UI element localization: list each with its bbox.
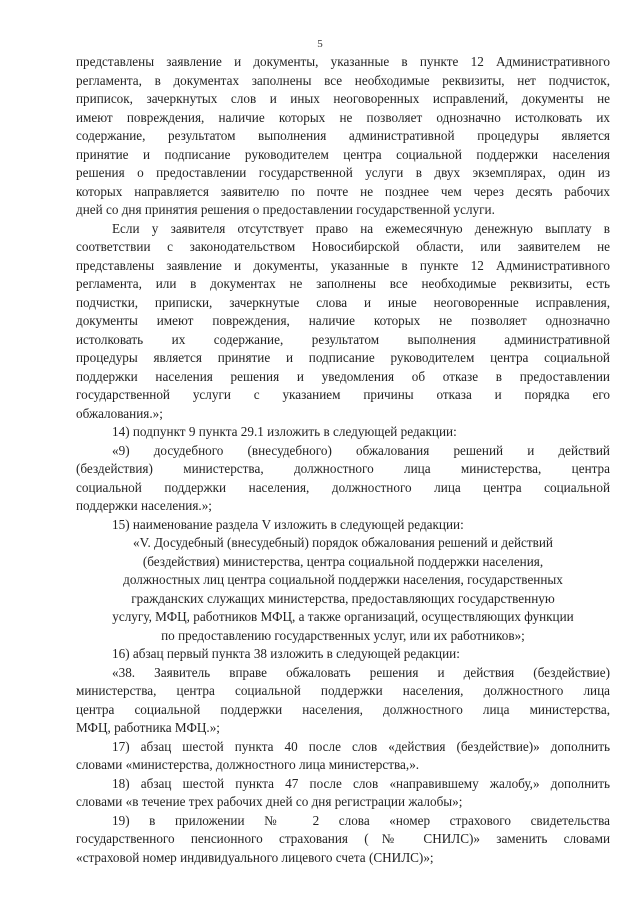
text-line: «V. Досудебный (внесудебный) порядок обжалования решений и действий	[133, 535, 553, 550]
text-line: представлены заявление и документы, указанные в пункте 12 Административного	[76, 54, 610, 69]
text-line: государственной услуги с указанием причины отказа и порядка его	[76, 387, 610, 402]
text-line: «38. Заявитель вправе обжаловать решения и действия (бездействие)	[112, 664, 610, 680]
document-body	[76, 53, 610, 867]
text-line: Если у заявителя отсутствует право на ежемесячную денежную выплату в	[112, 220, 610, 236]
text-line: министерства, центра социальной поддержки населения, должностного лица	[76, 683, 610, 698]
text-line: центра социальной поддержки населения, должностного лица министерства,	[76, 701, 610, 717]
text-line: МФЦ, работника МФЦ.»;	[76, 720, 220, 735]
text-line: должностных лиц центра социальной поддержки населения, государственных	[123, 572, 563, 587]
text-line: услугу, МФЦ, работников МФЦ, а также организаций, осуществляющих функции	[112, 609, 574, 624]
text-line: 17) абзац шестой пункта 40 после слов «действия (бездействие)» дополнить	[112, 738, 610, 754]
text-line: 15) наименование раздела V изложить в следующей редакции:	[112, 516, 464, 532]
text-line: словами «министерства, должностного лица министерства,».	[76, 757, 420, 772]
text-line: подчистки, приписки, зачеркнутые слова и иные неоговоренные исправления,	[76, 294, 610, 310]
text-line: социальной поддержки населения, должностного лица центра социальной	[76, 479, 610, 495]
text-line: 18) абзац шестой пункта 47 после слов «направившему жалобу,» дополнить	[112, 775, 610, 791]
text-line: документы имеют повреждения, наличие которых не позволяет однозначно	[76, 313, 610, 328]
text-line: принятие и подписание руководителем центра социальной поддержки населения	[76, 146, 610, 162]
text-line: которых направляется заявителю по почте не позднее чем через десять рабочих	[76, 183, 610, 199]
text-line: решения о предоставлении государственной услуги в двух экземплярах, один из	[76, 165, 610, 180]
text-line: 16) абзац первый пункта 38 изложить в следующей редакции:	[112, 646, 460, 661]
text-line: государственного пенсионного страхования (№ СНИЛС)» заменить словами	[76, 831, 610, 846]
text-line: гражданских служащих министерства, предоставляющих государственную	[131, 590, 555, 606]
text-line: поддержки населения решения и уведомления об отказе в предоставлении	[76, 368, 610, 384]
text-line: (бездействия) министерства, должностного лица министерства, центра	[76, 461, 610, 476]
text-line: процедуры является принятие и подписание руководителем центра социальной	[76, 350, 610, 365]
text-line: по предоставлению государственных услуг, или их работников»;	[161, 627, 525, 643]
text-line: содержание, результатом выполнения административной процедуры является	[76, 128, 610, 143]
text-line: «страховой номер индивидуального лицевого счета (СНИЛС)»;	[76, 849, 434, 865]
text-line: 19) в приложении № 2 слова «номер страхового свидетельства	[112, 812, 610, 828]
text-line: «9) досудебного (внесудебного) обжалования решений и действий	[112, 442, 610, 458]
text-line: поддержки населения.»;	[76, 498, 212, 513]
text-line: словами «в течение трех рабочих дней со дня регистрации жалобы»;	[76, 794, 463, 809]
text-line: имеют повреждения, наличие которых не позволяет однозначно истолковать их	[76, 109, 610, 125]
text-line: истолковать их содержание, результатом выполнения административной	[76, 331, 610, 347]
text-line: представлены заявление и документы, указанные в пункте 12 Административного	[76, 257, 610, 273]
text-line: регламента, или в документах не заполнены все необходимые реквизиты, есть	[76, 276, 610, 291]
text-line: 14) подпункт 9 пункта 29.1 изложить в следующей редакции:	[112, 424, 457, 439]
text-line: соответствии с законодательством Новосибирской области, или заявителем не	[76, 239, 610, 254]
text-line: регламента, в документах заполнены все необходимые реквизиты, нет подчисток,	[76, 72, 610, 88]
text-line: обжалования.»;	[76, 405, 163, 421]
text-line: приписок, зачеркнутых слов и иных неоговоренных исправлений, документы не	[76, 91, 610, 106]
text-line: (бездействия) министерства, центра социальной поддержки населения,	[142, 553, 544, 569]
page-number: 5	[317, 38, 323, 50]
text-line: дней со дня принятия решения о предоставлении государственной услуги.	[76, 202, 495, 217]
